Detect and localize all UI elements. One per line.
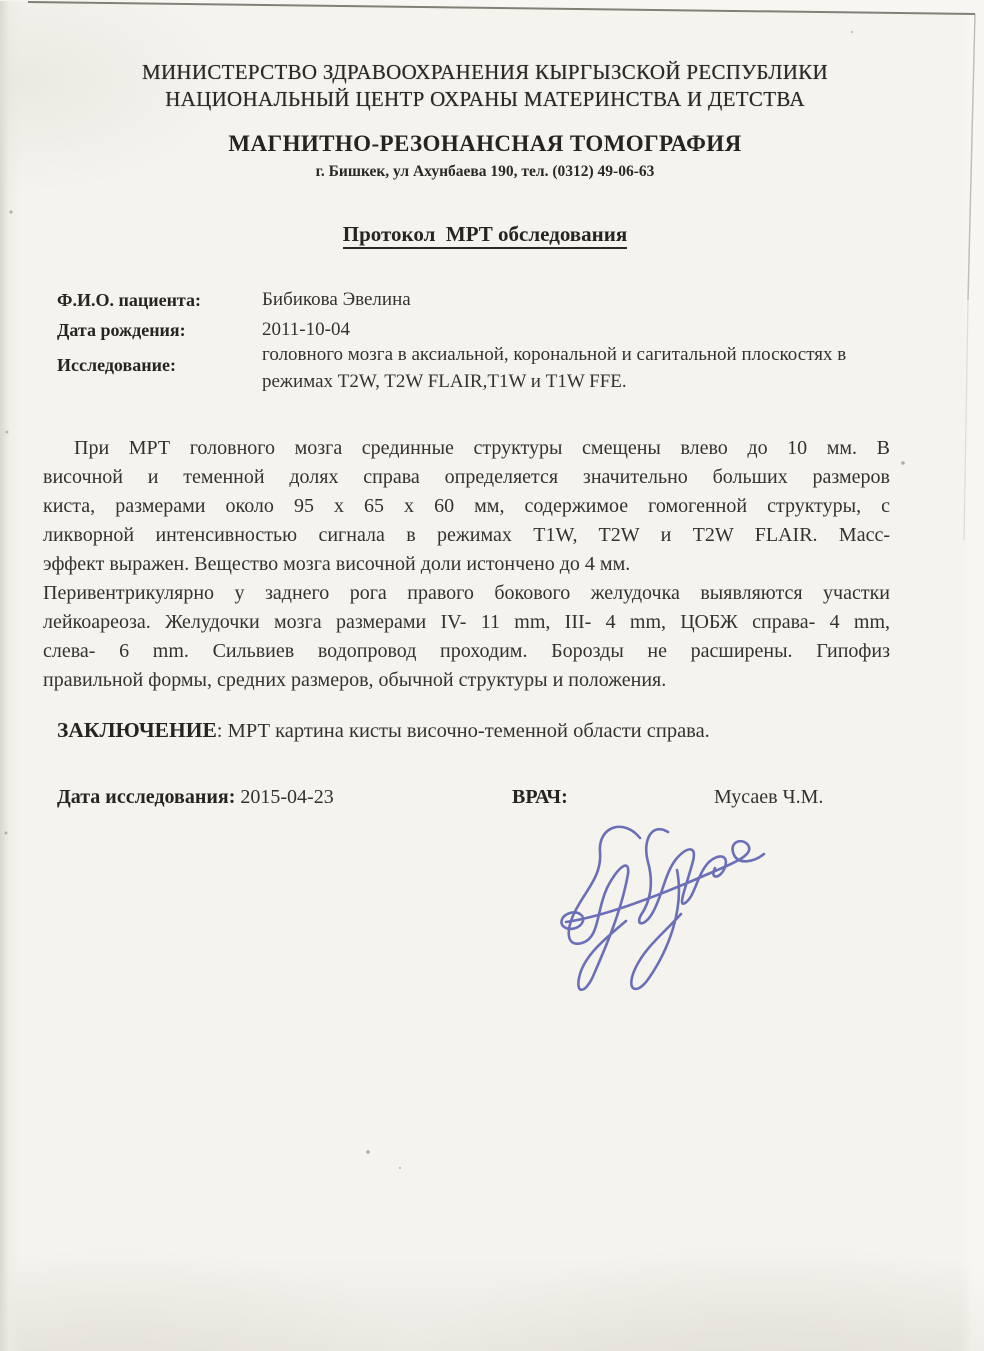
study-date-line (57, 786, 334, 809)
conclusion-line (57, 718, 710, 743)
doctor-label: ВРАЧ: (512, 786, 568, 808)
document-title-text: Протокол МРТ обследования (343, 222, 627, 249)
findings-line: При МРТ головного мозга срединные структуры смещены влево до 10 мм. В (74, 437, 890, 459)
doctor-name: Мусаев Ч.М. (714, 786, 824, 808)
birth-date-value: 2011-10-04 (262, 319, 350, 340)
paper-right-edge (968, 14, 975, 300)
ministry-name-line1: МИНИСТЕРСТВО ЗДРАВООХРАНЕНИЯ КЫРГЫЗСКОЙ РЕСПУБЛИКИ (141, 60, 829, 84)
study-label: Исследование: (57, 355, 176, 375)
patient-name-label: Ф.И.О. пациента: (57, 290, 201, 310)
findings-line: лейкоареоза. Желудочки мозга размерами IV- 11 mm, III- 4 mm, ЦОБЖ справа- 4 mm, (43, 611, 890, 633)
paper-right-edge-faint (964, 300, 968, 540)
study-value-line1: головного мозга в аксиальной, корональной и сагитальной плоскостях в (262, 344, 847, 365)
signature-stroke (639, 829, 726, 923)
findings-line: правильной формы, средних размеров, обычной структуры и положения. (43, 669, 667, 691)
document-title (0, 222, 970, 247)
ministry-name-line2: НАЦИОНАЛЬНЫЙ ЦЕНТР ОХРАНЫ МАТЕРИНСТВА И ДЕТСТВА (165, 87, 805, 111)
findings-line: височной и теменной долях справа определяется значительно больших размеров (43, 466, 890, 488)
study-date-label: Дата исследования: (57, 786, 236, 808)
study-date-value: 2015-04-23 (235, 786, 334, 808)
signature-stroke (569, 827, 640, 990)
paper-top-edge (28, 2, 975, 14)
scanner-lid-strip (0, 0, 984, 13)
patient-name-value: Бибикова Эвелина (262, 289, 411, 310)
findings-line: Перивентрикулярно у заднего рога правого бокового желудочка выявляются участки (43, 582, 890, 604)
conclusion-label: ЗАКЛЮЧЕНИЕ (57, 718, 217, 742)
doctor-signature (536, 814, 770, 1000)
birth-date-label: Дата рождения: (57, 320, 186, 340)
study-value-line2: режимах T2W, T2W FLAIR,T1W и T1W FFE. (262, 371, 627, 392)
findings-line: эффект выражен. Вещество мозга височной доли истончено до 4 мм. (43, 553, 631, 575)
findings-line: ликворной интенсивностью сигнала в режимах T1W, T2W и T2W FLAIR. Масс- (43, 524, 890, 546)
clinic-address: г. Бишкек, ул Ахунбаева 190, тел. (0312) 49-06-63 (315, 163, 655, 180)
department-title: МАГНИТНО-РЕЗОНАНСНАЯ ТОМОГРАФИЯ (228, 131, 742, 156)
findings-line: слева- 6 mm. Сильвиев водопровод проходим. Борозды не расширены. Гипофиз (43, 640, 890, 662)
findings-paragraph (43, 434, 890, 695)
findings-line: киста, размерами около 95 х 65 х 60 мм, содержимое гомогенной структуры, с (43, 495, 890, 517)
conclusion-text: : МРТ картина кисты височно-теменной области справа. (216, 720, 710, 742)
